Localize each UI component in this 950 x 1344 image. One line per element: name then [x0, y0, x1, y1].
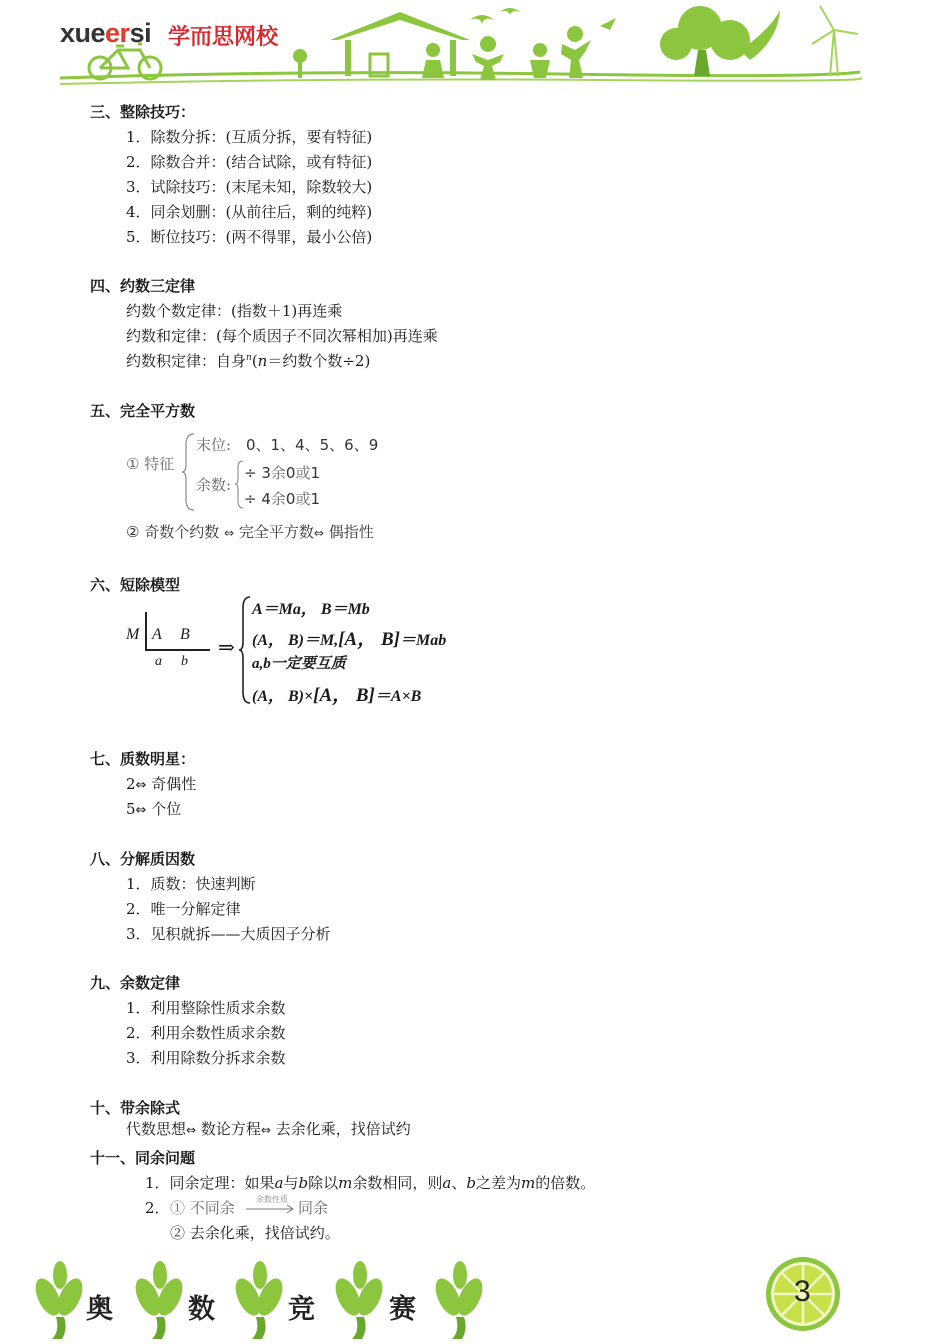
text: 之差为 [475, 1174, 521, 1192]
section-4-title: 四、约数三定律 [90, 277, 196, 295]
list-item: 1．利用整除性质求余数 [126, 999, 286, 1017]
text: 余 [270, 466, 286, 482]
relation-2 [252, 624, 446, 651]
text: [A， B] [338, 629, 400, 650]
iff-icon: ⇔ [224, 526, 235, 540]
brand-part-b: er [105, 18, 130, 48]
text: 5 [126, 800, 136, 818]
text: 0 [285, 464, 296, 482]
list-item: 1．除数分拆：(互质分拆，要有特征) [126, 128, 373, 146]
brand-logo-chinese: 学而思网校 [168, 25, 279, 50]
text: 去余化乘，找倍试约 [275, 1120, 411, 1138]
left-brace-icon [182, 432, 196, 512]
list-item: 4．同余划删：(从前往后，剩的纯粹) [126, 203, 373, 221]
tail-values: 0、1、4、5、6、9 [246, 436, 379, 454]
congruent-label: 同余 [298, 1199, 329, 1217]
iff-icon: ⇔ [260, 1123, 271, 1137]
leaf-icon [30, 1261, 87, 1339]
text: 完全平方数 [238, 523, 314, 541]
variable: b [466, 1174, 476, 1192]
iff-icon: ⇔ [313, 526, 324, 540]
not-congruent-label: ① 不同余 [170, 1199, 235, 1217]
text: 余 [270, 492, 286, 508]
divisor-count-law: 约数个数定律：(指数＋1)再连乘 [126, 302, 343, 320]
leaf-icon [130, 1261, 187, 1339]
brand-logo-latin [60, 18, 151, 49]
list-item: 2．利用余数性质求余数 [126, 1024, 286, 1042]
exponent: n [246, 353, 252, 363]
variable: a [274, 1174, 284, 1192]
text: ÷ 4 [244, 490, 271, 508]
text: 余数相同，则 [352, 1174, 443, 1192]
arrow-label: 余数性质 [256, 1195, 288, 1204]
text: ② 奇数个约数 [126, 523, 220, 541]
dividend-a: A [152, 626, 162, 643]
text: ÷ 3 [244, 464, 271, 482]
congruence-theorem [145, 1172, 595, 1193]
square-property-line [126, 521, 374, 542]
divisor-product-law [126, 350, 370, 371]
short-division-diagram [120, 600, 460, 710]
text: ＝A×B [374, 688, 422, 705]
text: 1 [310, 490, 321, 508]
text: 奇偶性 [151, 775, 197, 793]
right-arrow-icon [244, 1204, 296, 1214]
section-3-title: 三、整除技巧： [90, 103, 196, 121]
section-9-title: 九、余数定律 [90, 974, 181, 992]
remainder-label: 余数: [196, 476, 232, 494]
remainder-property-arrow [244, 1196, 296, 1216]
divisor-sum-law: 约数和定律：(每个质因子不同次幂相加)再连乘 [126, 327, 438, 345]
leaf-icon [330, 1261, 387, 1339]
remainder-mod-3 [244, 462, 320, 483]
house-icon [293, 12, 470, 78]
text: 代数思想 [126, 1120, 187, 1138]
congruence-method: ② 去余化乘，找倍试约。 [170, 1224, 340, 1242]
divisor-m: M [126, 626, 140, 643]
text: (A， B)× [252, 688, 314, 705]
list-item: 3．利用除数分拆求余数 [126, 1049, 286, 1067]
list-item: 2．唯一分解定律 [126, 900, 241, 918]
remainder-mod-4 [244, 488, 320, 509]
prime-2-line [126, 773, 196, 794]
list-item: 3．见积就拆——大质因子分析 [126, 925, 331, 943]
page-number: 3 [794, 1275, 811, 1308]
section-5-title: 五、完全平方数 [90, 402, 196, 420]
iff-icon: ⇔ [135, 778, 147, 793]
section-7-title: 七、质数明星： [90, 750, 196, 768]
variable: m [338, 1174, 353, 1192]
text: 约数积定律：自身 [126, 352, 247, 370]
text: (A， B)＝M, [252, 632, 339, 649]
text: 2 [126, 775, 136, 793]
relation-1: A＝Ma， B＝Mb [252, 601, 370, 618]
text: 1 [310, 464, 321, 482]
text: 的倍数。 [535, 1174, 596, 1192]
text: ＝Mab [400, 632, 447, 649]
section-10-title: 十、带余除式 [90, 1099, 181, 1117]
dividend-b: B [180, 626, 190, 643]
iff-icon: ⇔ [135, 803, 147, 818]
tail-label: 末位: [196, 436, 232, 454]
variable: n [257, 352, 268, 370]
left-brace-icon [234, 460, 244, 510]
footer [0, 1255, 950, 1344]
left-brace-icon [238, 596, 252, 704]
footer-char: 赛 [389, 1294, 416, 1325]
iff-icon: ⇔ [186, 1123, 197, 1137]
brand-part-c: si [129, 18, 152, 48]
footer-char: 奥 [86, 1294, 113, 1325]
division-bar-horizontal [145, 649, 210, 651]
footer-char: 数 [188, 1294, 215, 1325]
list-item: 3．试除技巧：(末尾未知，除数较大) [126, 178, 373, 196]
text: 或 [295, 466, 311, 482]
text: 0 [285, 490, 296, 508]
list-item: 2．除数合并：(结合试除，或有特征) [126, 153, 373, 171]
variable: m [520, 1174, 536, 1192]
bicycle-icon [89, 44, 161, 79]
quotient-a: a [155, 654, 162, 669]
section-6-title: 六、短除模型 [90, 576, 181, 594]
variable: a [442, 1174, 452, 1192]
text: 1．同余定理：如果 [145, 1174, 275, 1192]
text: 或 [295, 492, 311, 508]
prime-5-line [126, 798, 181, 819]
variable: b [298, 1174, 309, 1192]
text: 与 [283, 1174, 299, 1192]
windmill-icon [812, 6, 858, 76]
footer-char: 竞 [288, 1294, 315, 1325]
division-bar-vertical [145, 612, 147, 650]
text: ( [251, 352, 258, 370]
leaf-icon [430, 1261, 487, 1339]
list-item: 5．断位技巧：(两不得罪，最小公倍) [126, 228, 373, 246]
text: ＝约数个数÷2) [267, 352, 371, 370]
bird-icon [470, 8, 520, 24]
relation-4 [252, 680, 421, 707]
tree-icon [660, 6, 780, 76]
section-8-title: 八、分解质因数 [90, 850, 196, 868]
text: 偶指性 [328, 523, 374, 541]
text: 除以 [308, 1174, 339, 1192]
feature-label: ① 特征 [126, 455, 175, 473]
quotient-b: b [181, 654, 188, 669]
section-11-title: 十一、同余问题 [90, 1149, 196, 1167]
text: [A， B] [313, 685, 375, 706]
text: 数论方程 [200, 1120, 261, 1138]
implies-arrow-icon: ⇒ [218, 637, 235, 659]
text: 、 [451, 1174, 467, 1192]
brand-part-a: xue [60, 18, 106, 48]
list-number: 2． [145, 1199, 170, 1217]
division-with-remainder-line [126, 1118, 411, 1139]
text: 个位 [151, 800, 182, 818]
list-item: 1．质数：快速判断 [126, 875, 256, 893]
relation-3: a,b一定要互质 [252, 656, 346, 672]
leaf-icon [230, 1261, 287, 1339]
